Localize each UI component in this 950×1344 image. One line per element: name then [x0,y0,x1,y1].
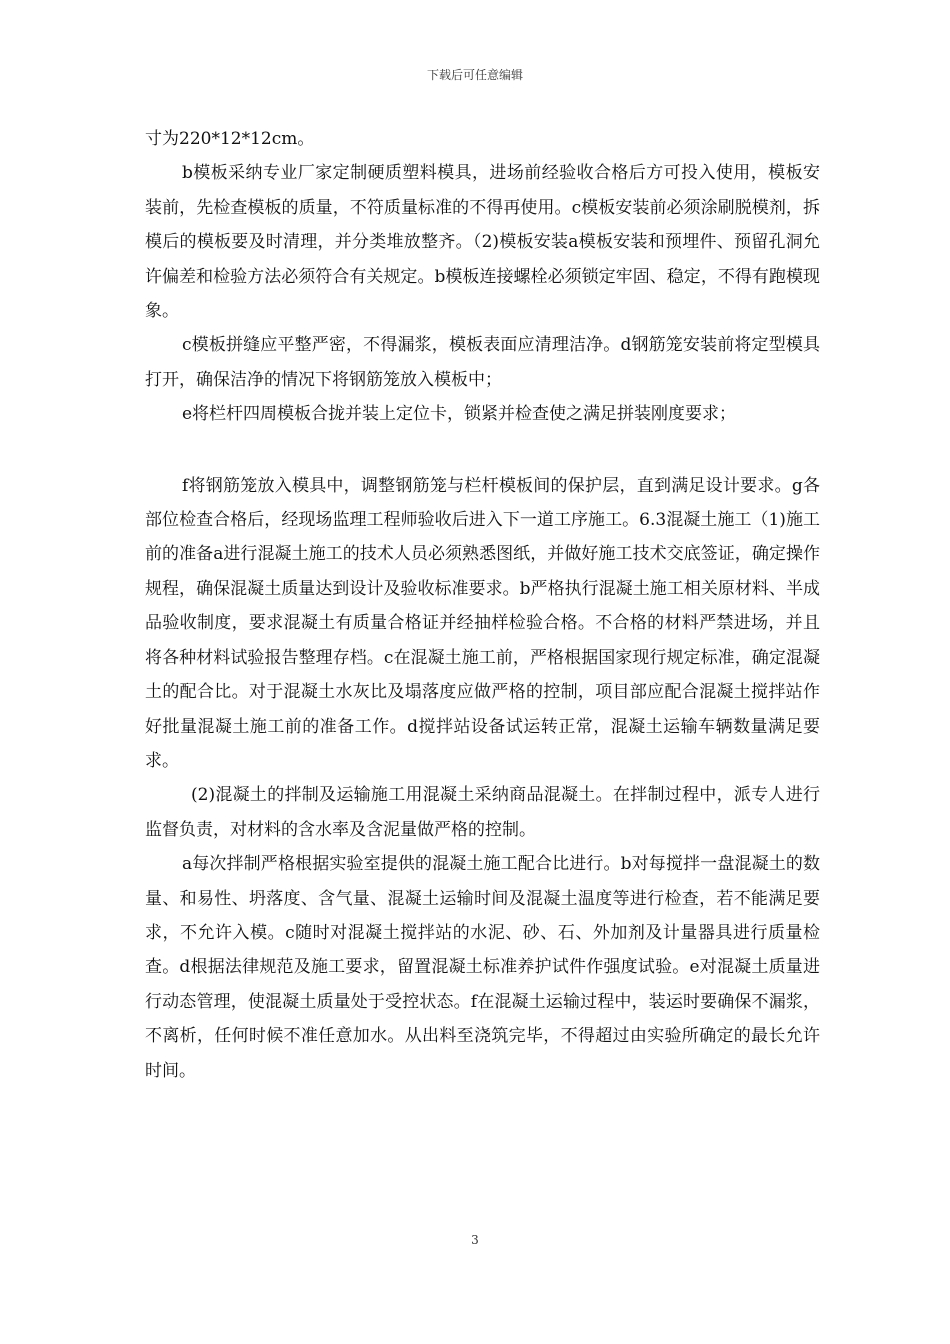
paragraph-3: c模板拼缝应平整严密，不得漏浆，模板表面应清理洁净。d钢筋笼安装前将定型模具打开，确保洁净的情况下将钢筋笼放入模板中； [145,335,820,390]
paragraph-7: a每次拌制严格根据实验室提供的混凝土施工配合比进行。b对每搅拌一盘混凝土的数量、和易性、坍落度、含气量、混凝土运输时间及混凝土温度等进行检查，若不能满足要求，不允许入模。c随时对混凝土搅拌站的水泥、砂、石、外加剂及计量器具进行质量检查。d根据法律规范及施工要求，留置混凝土标准养护试件作强度试验。e对混凝土质量进行动态管理，使混凝土质量处于受控状态。f在混凝土运输过程中，装运时要确保不漏浆，不离析，任何时候不准任意加水。从出料至浇筑完毕，不得超过由实验所确定的最长允许时间。 [145,854,820,1081]
paragraph-2: b模板采纳专业厂家定制硬质塑料模具，进场前经验收合格后方可投入使用，模板安装前，先检查模板的质量，不符质量标准的不得再使用。c模板安装前必须涂刷脱模剂，拆模后的模板要及时清理，并分类堆放整齐。（2)模板安装a模板安装和预埋件、预留孔洞允许偏差和检验方法必须符合有关规定。b模板连接螺栓必须锁定牢固、稳定，不得有跑模现象。 [145,163,820,322]
page-number: 3 [471,1233,479,1247]
paragraph-6: (2)混凝土的拌制及运输施工用混凝土采纳商品混凝土。在拌制过程中，派专人进行监督负责，对材料的含水率及含泥量做严格的控制。 [145,785,820,840]
paragraph-gap [145,432,820,469]
paragraph-1: 寸为220*12*12cm。 [145,129,315,149]
paragraph-5: f将钢筋笼放入模具中，调整钢筋笼与栏杆模板间的保护层，直到满足设计要求。g各部位检查合格后，经现场监理工程师验收后进入下一道工序施工。6.3混凝土施工（1)施工前的准备a进行混凝土施工的技术人员必须熟悉图纸，并做好施工技术交底签证，确定操作规程，确保混凝土质量达到设计及验收标准要求。b严格执行混凝土施工相关原材料、半成品验收制度，要求混凝土有质量合格证并经抽样检验合格。不合格的材料严禁进场，并且将各种材料试验报告整理存档。c在混凝土施工前，严格根据国家现行规定标准，确定混凝土的配合比。对于混凝土水灰比及塌落度应做严格的控制，项目部应配合混凝土搅拌站作好批量混凝土施工前的准备工作。d搅拌站设备试运转正常，混凝土运输车辆数量满足要求。 [145,475,820,771]
paragraph-4: e将栏杆四周模板合拢并装上定位卡，锁紧并检查使之满足拼装刚度要求； [182,404,737,425]
document-body [145,122,820,1088]
page-header: 下载后可任意编辑 [426,68,523,82]
